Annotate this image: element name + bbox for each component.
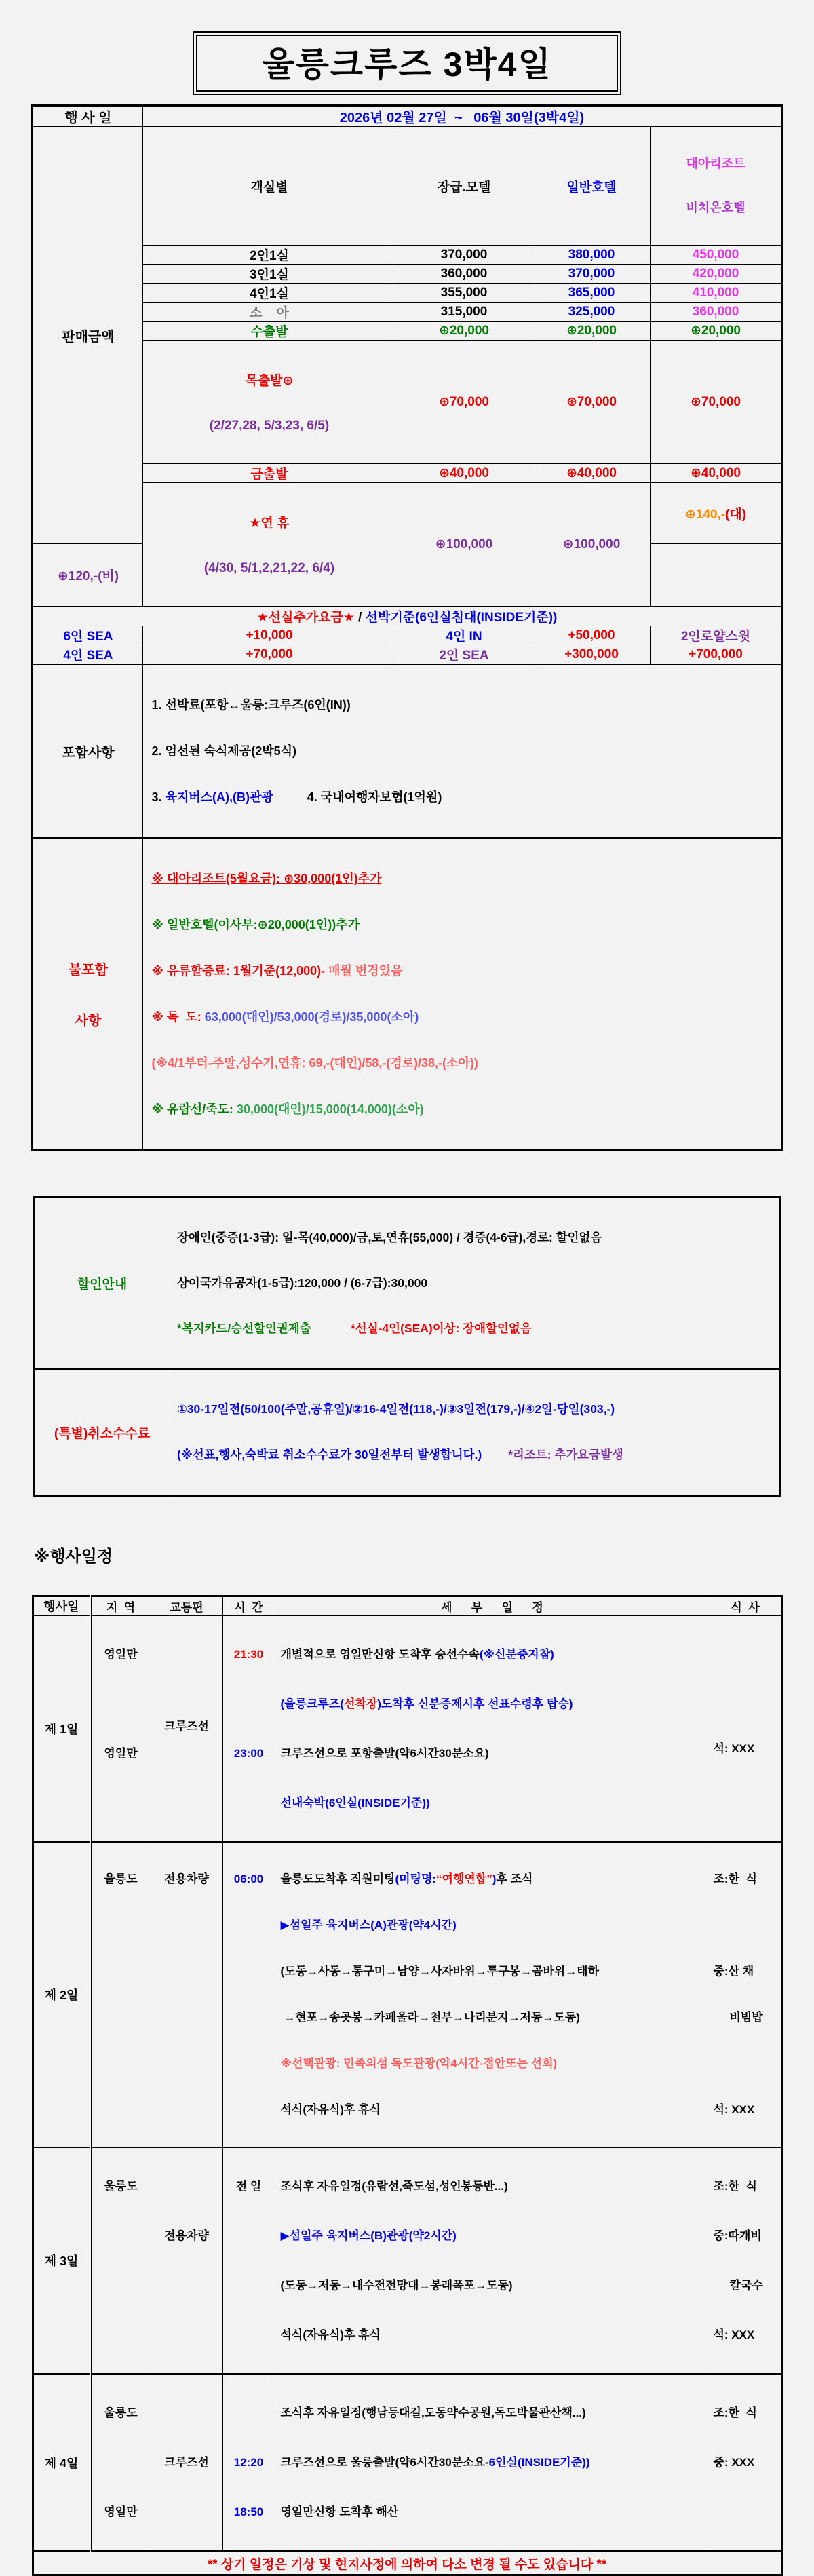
surcharge: ⊕100,000 xyxy=(532,483,651,607)
cabin-type: 2인 SEA xyxy=(395,645,532,665)
detail-line: 석식(자유식)후 휴식 xyxy=(280,2328,381,2341)
document-page xyxy=(0,31,814,2572)
departure-name: ★연 휴 xyxy=(249,516,290,531)
excluded-item: ※ 유류할증료: 1월기준(12,000)- 매월 변경있음 xyxy=(151,964,403,978)
excluded-item: ※ 독 도: 63,000(대인)/53,000(경로)/35,000(소아) xyxy=(151,1010,419,1024)
price-row xyxy=(33,265,781,284)
excluded-item: ※ 일반호텔(이사부:⊕20,000(1인))추가 xyxy=(151,918,360,931)
motel-price: 355,000 xyxy=(395,284,532,303)
departure-dates: (4/30, 5/1,2,21,22, 6/4) xyxy=(204,561,335,575)
transport: 크루즈선 xyxy=(164,2456,209,2469)
meal-lunch: 중:산 채 xyxy=(713,1965,754,1978)
detail-line: 울릉도도착후 직원미팅(미팅명:“여행연합”)후 조식 xyxy=(280,1872,533,1885)
day4-time xyxy=(222,2374,275,2552)
day2-details xyxy=(275,1842,710,2147)
cabin-type: 4인 IN xyxy=(395,626,532,645)
surcharge: ⊕20,000 xyxy=(651,322,781,341)
header-meal: 식 사 xyxy=(710,1596,781,1616)
hotel-price: 325,000 xyxy=(532,303,651,322)
header-time: 시 간 xyxy=(222,1596,275,1616)
departure-name: 목출발⊕ xyxy=(245,374,294,388)
surcharge: ⊕40,000 xyxy=(532,464,651,483)
excluded-item: ※ 대아리조트(5월요금): ⊕30,000(1인)추가 xyxy=(151,872,382,885)
departure-dates: (2/27,28, 5/3,23, 6/5) xyxy=(209,419,330,433)
resort-header-line1: 대아리조트 xyxy=(686,157,745,170)
discount-label: 할인안내 xyxy=(34,1197,170,1370)
day3-region xyxy=(90,2147,151,2374)
surcharge: ⊕70,000 xyxy=(651,341,781,464)
excluded-row xyxy=(33,838,781,1151)
day2-transport xyxy=(151,1842,222,2147)
cabin-type: 4인 SEA xyxy=(33,645,143,665)
day1-meals xyxy=(710,1615,781,1842)
itinerary-table xyxy=(32,1595,783,2576)
col-hotel-header: 일반호텔 xyxy=(532,127,651,246)
header-details: 세 부 일 정 xyxy=(275,1596,710,1616)
excluded-item: ※ 유람선/죽도: 30,000(대인)/15,000(14,000)(소아) xyxy=(151,1102,424,1116)
time: 23:00 xyxy=(233,1747,264,1760)
itinerary-day3-row xyxy=(33,2147,781,2374)
day1-region xyxy=(90,1615,151,1842)
cabin-fee: +70,000 xyxy=(143,645,395,665)
detail-line: 개별적으로 영일만신항 도착후 승선수속(※신분증지참) xyxy=(280,1648,554,1661)
room-type: 4인1실 xyxy=(143,284,395,303)
col-resort-header xyxy=(651,127,781,246)
included-item: 1. 선박료(포항↔울릉:크루즈(6인(IN)) xyxy=(151,698,351,712)
room-type: 3인1실 xyxy=(143,265,395,284)
transport: 전용차량 xyxy=(164,1872,209,1885)
day3-label: 제 3일 xyxy=(33,2147,90,2374)
resort-price: 420,000 xyxy=(651,265,781,284)
day4-details xyxy=(275,2374,710,2552)
cabin-fee: +700,000 xyxy=(651,645,781,665)
detail-line: ※선택관광: 민족의섬 독도관광(약4시간-접안또는 선회) xyxy=(280,2057,558,2070)
motel-price: 360,000 xyxy=(395,265,532,284)
surcharge: ⊕70,000 xyxy=(532,341,651,464)
region: 영일만 xyxy=(104,2505,138,2518)
itinerary-header-row xyxy=(33,1596,781,1616)
transport: 크루즈선 xyxy=(164,1720,209,1733)
col-room-header: 객실별 xyxy=(143,127,395,246)
cabin-surcharge-row xyxy=(33,626,781,645)
cabin-type: 2인로얄스윗 xyxy=(651,626,781,645)
included-row xyxy=(33,664,781,838)
price-row xyxy=(33,246,781,265)
detail-line: (울릉크루즈(선착장)도착후 신분증제시후 선표수령후 탑승) xyxy=(280,1697,573,1710)
price-table xyxy=(31,104,782,1151)
discount-line: *복지카드/승선할인권제출 *선실-4인(SEA)이상: 장애할인없음 xyxy=(177,1322,532,1335)
excluded-label-line1: 불포함 xyxy=(68,963,108,978)
included-item: 2. 엄선된 숙식제공(2박5식) xyxy=(151,744,296,758)
cabin-fee: +50,000 xyxy=(532,626,651,645)
header-region: 지 역 xyxy=(90,1596,151,1616)
meal-breakfast: 조:한 식 xyxy=(713,2406,757,2419)
resort-price: 450,000 xyxy=(651,246,781,265)
schedule-change-notice: ** 상기 일정은 기상 및 현지사정에 의하여 다소 변경 될 수도 있습니다 ** xyxy=(33,2552,781,2575)
surcharge: ⊕40,000 xyxy=(395,464,532,483)
itinerary-day2-row xyxy=(33,1842,781,2147)
time: 전 일 xyxy=(235,2180,262,2193)
day2-region xyxy=(90,1842,151,2147)
room-type: 2인1실 xyxy=(143,246,395,265)
surcharge-row-fri xyxy=(33,464,781,483)
day2-meals xyxy=(710,1842,781,2147)
itinerary-notice-row xyxy=(33,2552,781,2575)
cabin-surcharge-header xyxy=(33,607,781,626)
meal-lunch: 중: XXX xyxy=(713,2456,755,2469)
day3-meals xyxy=(710,2147,781,2374)
detail-line: ▶섬일주 육지버스(A)관광(약4시간) xyxy=(280,1919,457,1931)
departure-type: 수출발 xyxy=(143,322,395,341)
surcharge-row-thu xyxy=(33,341,781,464)
excluded-label-line2: 사항 xyxy=(75,1014,102,1029)
detail-line: 영일만신항 도착후 해산 xyxy=(280,2505,399,2518)
day2-time xyxy=(222,1842,275,2147)
surcharge-beach: ⊕120,-(비) xyxy=(33,544,143,607)
day3-time xyxy=(222,2147,275,2374)
day1-transport xyxy=(151,1615,222,1842)
resort-price: 360,000 xyxy=(651,303,781,322)
header-day: 행사일 xyxy=(33,1596,90,1616)
itinerary-day4-row xyxy=(33,2374,781,2552)
resort-price: 410,000 xyxy=(651,284,781,303)
event-date-value: 2026년 02월 27일 ~ 06월 30일(3박4일) xyxy=(143,106,781,127)
detail-line: (도동→사동→통구미→남양→사자바위→투구봉→곰바위→태하 xyxy=(280,1965,600,1978)
departure-type: 금출발 xyxy=(143,464,395,483)
cabin-fee: +300,000 xyxy=(532,645,651,665)
title-box xyxy=(193,31,621,95)
excluded-items xyxy=(143,838,781,1151)
cabin-surcharge-row xyxy=(33,645,781,665)
detail-line: →현포→송곳봉→카페울라→천부→나리분지→저동→도동) xyxy=(280,2011,580,2024)
day4-meals xyxy=(710,2374,781,2552)
detail-line: 선내숙박(6인실(INSIDE기준)) xyxy=(280,1796,430,1809)
cancel-line: (※선표,행사,숙박료 취소수수료가 30일전부터 발생합니다.) *리조트: 추가요금발생 xyxy=(177,1448,623,1461)
hotel-price: 380,000 xyxy=(532,246,651,265)
surcharge: ⊕20,000 xyxy=(395,322,532,341)
meal-lunch-line2: 칼국수 xyxy=(729,2279,763,2292)
surcharge-row-tue xyxy=(33,322,781,341)
meal-breakfast: 조:한 식 xyxy=(713,1872,757,1885)
region: 영일만 xyxy=(104,1747,138,1760)
price-row xyxy=(33,284,781,303)
included-label: 포함사항 xyxy=(33,664,143,838)
price-section-label: 판매금액 xyxy=(33,127,143,544)
meal-lunch: 중:따개비 xyxy=(713,2229,762,2242)
day1-label: 제 1일 xyxy=(33,1615,90,1842)
cancel-content xyxy=(170,1369,781,1496)
region: 울릉도 xyxy=(104,2180,138,2193)
transport: 전용차량 xyxy=(164,2229,209,2242)
surcharge: ⊕100,000 xyxy=(395,483,532,607)
region: 울릉도 xyxy=(104,2406,138,2419)
time: 06:00 xyxy=(233,1872,264,1885)
motel-price: 370,000 xyxy=(395,246,532,265)
detail-line: 조식후 자유일정(유람선,죽도섬,성인봉등반...) xyxy=(280,2180,508,2193)
detail-line: 크루즈선으로 포항출발(약6시간30분소요) xyxy=(280,1747,489,1760)
surcharge-row-holiday xyxy=(33,483,781,544)
price-row xyxy=(33,303,781,322)
included-item: 3. 육지버스(A),(B)관광 4. 국내여행자보험(1억원) xyxy=(151,790,442,804)
detail-line: 석식(자유식)후 휴식 xyxy=(280,2103,381,2116)
day2-label: 제 2일 xyxy=(33,1842,90,2147)
cancel-label: (특별)취소수수료 xyxy=(34,1369,170,1496)
meal-dinner: 석: XXX xyxy=(713,2103,755,2116)
detail-line: 조식후 자유일정(행남등대길,도동약수공원,독도박물관산책...) xyxy=(280,2406,586,2419)
meal-breakfast: 조:한 식 xyxy=(713,2180,757,2193)
surcharge: ⊕20,000 xyxy=(532,322,651,341)
header-transport: 교통편 xyxy=(151,1596,222,1616)
meal-lunch-line2: 비빔밥 xyxy=(729,2011,763,2024)
discount-line: 상이국가유공자(1-5급):120,000 / (6-7급):30,000 xyxy=(177,1276,428,1290)
itinerary-day1-row xyxy=(33,1615,781,1842)
day4-transport xyxy=(151,2374,222,2552)
day4-label: 제 4일 xyxy=(33,2374,90,2552)
discount-line: 장애인(중증(1-3급): 일-목(40,000)/금,토,연휴(55,000) / 경증(4-6급),경로: 할인없음 xyxy=(177,1231,602,1244)
hotel-price: 365,000 xyxy=(532,284,651,303)
surcharge: ⊕40,000 xyxy=(651,464,781,483)
excluded-item: (※4/1부터-주말,성수기,연휴: 69,-(대인)/58,-(경로)/38,-(소아)) xyxy=(151,1056,478,1070)
time: 12:20 xyxy=(233,2456,264,2469)
motel-price: 315,000 xyxy=(395,303,532,322)
detail-line: ▶섬일주 육지버스(B)관광(약2시간) xyxy=(280,2229,457,2242)
excluded-label xyxy=(33,838,143,1151)
day1-time xyxy=(222,1615,275,1842)
resort-header-line2: 비치온호텔 xyxy=(686,201,745,214)
hotel-price: 370,000 xyxy=(532,265,651,284)
meal-dinner: 석: XXX xyxy=(713,1742,755,1755)
itinerary-section-title: ※행사일정 xyxy=(34,1547,113,1566)
departure-type xyxy=(143,341,395,464)
detail-line: (도동→저동→내수전전망대→봉래폭포→도동) xyxy=(280,2279,513,2292)
cabin-fee: +10,000 xyxy=(143,626,395,645)
discount-row xyxy=(34,1197,781,1370)
room-type: 소 아 xyxy=(143,303,395,322)
region: 울릉도 xyxy=(104,1872,138,1885)
meal-dinner: 석: XXX xyxy=(713,2328,755,2341)
day1-details xyxy=(275,1615,710,1842)
page-title: 울릉크루즈 3박4일 xyxy=(196,35,618,92)
region: 영일만 xyxy=(104,1648,138,1661)
cancel-line: ①30-17일전(50/100(주말,공휴일)/②16-4일전(118,-)/③3일전(179,-)/④2일-당일(303,-) xyxy=(177,1402,615,1416)
day3-details xyxy=(275,2147,710,2374)
discount-cancel-table xyxy=(33,1196,781,1497)
col-motel-header: 장급.모텔 xyxy=(395,127,532,246)
time: 21:30 xyxy=(233,1648,264,1661)
cabin-type: 6인 SEA xyxy=(33,626,143,645)
surcharge: ⊕70,000 xyxy=(395,341,532,464)
day4-region xyxy=(90,2374,151,2552)
departure-type xyxy=(143,483,395,607)
time: 18:50 xyxy=(233,2505,264,2518)
day3-transport xyxy=(151,2147,222,2374)
cabin-surcharge-title: ★선실추가요금★ / 선박기준(6인실침대(INSIDE기준)) xyxy=(33,607,781,626)
event-date-label: 행 사 일 xyxy=(33,106,143,127)
included-items xyxy=(143,664,781,838)
cancel-row xyxy=(34,1369,781,1496)
discount-content xyxy=(170,1197,781,1370)
surcharge-daea: ⊕140,-(대) xyxy=(651,483,781,544)
detail-line: 크루즈선으로 울릉출발(약6시간30분소요-6인실(INSIDE기준)) xyxy=(280,2456,590,2469)
